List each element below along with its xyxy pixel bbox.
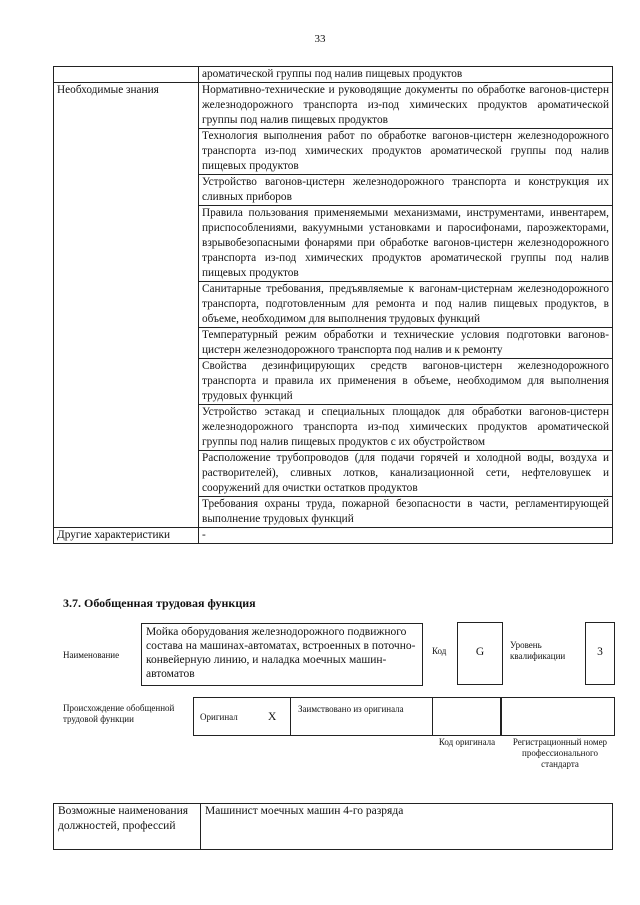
knowledge-item: Устройство вагонов-цистерн железнодорожного транспорта и конструкция их сливных приборов bbox=[199, 175, 613, 206]
code-original-label: Код оригинала bbox=[438, 737, 496, 747]
code-label: Код bbox=[432, 646, 447, 656]
section-title: 3.7. Обобщенная трудовая функция bbox=[63, 596, 256, 610]
knowledge-item: Свойства дезинфицирующих средств вагонов-цистерн железнодорожного транспорта и правила их применения в объеме, необходимом для выполнения трудовых функций bbox=[199, 359, 613, 405]
other-characteristics-value: - bbox=[199, 528, 613, 544]
knowledge-item: Технология выполнения работ по обработке вагонов-цистерн железнодорожного транспорта из-под химических продуктов ароматической группы под налив пищевых продуктов bbox=[199, 129, 613, 175]
required-knowledge-label: Необходимые знания bbox=[54, 83, 199, 528]
knowledge-item: Нормативно-технические и руководящие документы по обработке вагонов-цистерн железнодорожного транспорта из-под химических продуктов ароматической группы под налив пищевых продуктов bbox=[199, 83, 613, 129]
page-number: 33 bbox=[314, 33, 326, 45]
table-row bbox=[54, 67, 613, 83]
borrowed-label: Заимствовано из оригинала bbox=[298, 704, 404, 714]
reg-number-box bbox=[501, 697, 615, 736]
name-label: Наименование bbox=[63, 650, 120, 660]
code-value-box: G bbox=[457, 622, 503, 685]
origin-boxes bbox=[193, 697, 501, 736]
other-characteristics-label: Другие характеристики bbox=[54, 528, 199, 544]
function-name-box: Мойка оборудования железнодорожного подвижного состава на машинах-автоматах, встроенных в поточно-конвейерную линию, и наладка моечных машин-автоматов bbox=[141, 623, 423, 686]
knowledge-item: Правила пользования применяемыми механизмами, инструментами, инвентарем, приспособлениями, вакуумными установками и паросифонами, пароэжекторами, взрывобезопасными фонарями при обработке вагонов-цистерн железнодорожного транспорта из-под химических продуктов ароматической группы под налив пищевых продуктов bbox=[199, 206, 613, 282]
continuation-cell: ароматической группы под налив пищевых продуктов bbox=[199, 67, 613, 83]
origin-label: Происхождение обобщенной трудовой функции bbox=[63, 703, 175, 724]
level-label: Уровень квалификации bbox=[510, 640, 566, 661]
table-row bbox=[54, 804, 613, 850]
original-mark: X bbox=[268, 711, 277, 723]
original-label: Оригинал bbox=[200, 712, 238, 722]
reg-number-label: Регистрационный номер профессионального стандарта bbox=[512, 737, 608, 769]
table-row bbox=[54, 83, 613, 129]
knowledge-table bbox=[53, 66, 613, 544]
knowledge-item: Устройство эстакад и специальных площадок для обработки вагонов-цистерн железнодорожного транспорта из-под химических продуктов ароматической группы под налив пищевых продуктов с их обустройством bbox=[199, 405, 613, 451]
knowledge-item: Требования охраны труда, пожарной безопасности в части, регламентирующей выполнение трудовых функций bbox=[199, 497, 613, 528]
table-row bbox=[54, 528, 613, 544]
knowledge-item: Расположение трубопроводов (для подачи горячей и холодной воды, воздуха и растворителей), сливных лотков, канализационной сети, нефтеловушек и сооружений для очистки остатков продуктов bbox=[199, 451, 613, 497]
positions-label: Возможные наименования должностей, профессий bbox=[54, 804, 201, 850]
positions-table bbox=[53, 803, 613, 850]
knowledge-item: Температурный режим обработки и технические условия подготовки вагонов-цистерн железнодорожного транспорта под налив и к ремонту bbox=[199, 328, 613, 359]
positions-value: Машинист моечных машин 4-го разряда bbox=[201, 804, 613, 850]
level-value-box: 3 bbox=[585, 622, 615, 685]
knowledge-item: Санитарные требования, предъявляемые к вагонам-цистернам железнодорожного транспорта, подготовленным для ремонта и под налив пищевых продуктов, в объеме, необходимом для выполнения трудовых функций bbox=[199, 282, 613, 328]
